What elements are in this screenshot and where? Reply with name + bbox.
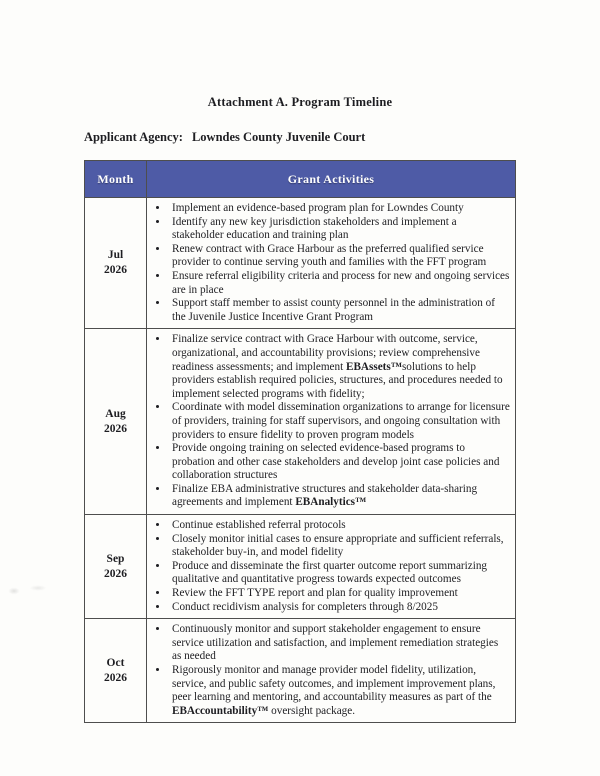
month-cell	[85, 515, 147, 619]
activities-cell	[147, 619, 516, 723]
activities-cell	[147, 198, 516, 329]
activity-list	[147, 202, 510, 324]
activity-item: • Closely monitor initial cases to ensure appropriate and sufficient referrals, stakeholder buy-in, and model fidelity	[169, 533, 510, 560]
year-label: 2026	[104, 422, 127, 435]
column-header-month: Month	[85, 161, 147, 198]
applicant-agency-label: Applicant Agency:	[84, 130, 183, 144]
activity-item: • Ensure referral eligibility criteria and process for new and ongoing services are in place	[169, 270, 510, 297]
activity-item: • Finalize service contract with Grace Harbour with outcome, service, organizational, and accountability provisions; review comprehensive readiness assessments; and implement EBAssets™solutions to help providers establish required policies, structures, and procedures needed to implement selected programs with fidelity;	[169, 333, 510, 401]
scan-artifact	[4, 582, 52, 598]
table-header-row	[85, 161, 516, 198]
activity-item: • Provide ongoing training on selected evidence-based programs to probation and other case stakeholders and develop joint case policies and collaboration structures	[169, 442, 510, 483]
month-label: Jul	[107, 249, 124, 262]
activities-cell	[147, 515, 516, 619]
activity-item: • Conduct recidivism analysis for completers through 8/2025	[169, 601, 510, 615]
timeline-row-oct	[85, 619, 516, 723]
activity-item: • Support staff member to assist county personnel in the administration of the Juvenile Justice Incentive Grant Program	[169, 297, 510, 324]
month-label: Sep	[106, 552, 125, 565]
page-title: Attachment A. Program Timeline	[207, 95, 393, 109]
month-label: Oct	[106, 656, 125, 669]
activity-item: • Produce and disseminate the first quarter outcome report summarizing qualitative and quantitative progress towards expected outcomes	[169, 560, 510, 587]
activity-list	[147, 333, 510, 510]
activity-list	[147, 519, 510, 614]
applicant-agency-line	[84, 130, 365, 145]
month-cell	[85, 619, 147, 723]
timeline-row-jul	[85, 198, 516, 329]
activity-item: • Review the FFT TYPE report and plan for quality improvement	[169, 587, 510, 601]
applicant-agency-value: Lowndes County Juvenile Court	[191, 130, 366, 144]
year-label: 2026	[104, 671, 127, 684]
activity-item: • Identify any new key jurisdiction stakeholders and implement a stakeholder education and training plan	[169, 216, 510, 243]
timeline-row-sep	[85, 515, 516, 619]
column-header-activities: Grant Activities	[147, 161, 516, 198]
month-label: Aug	[105, 407, 126, 420]
year-label: 2026	[104, 264, 127, 277]
month-cell	[85, 198, 147, 329]
activity-item: • Continue established referral protocols	[169, 519, 510, 533]
timeline-row-aug	[85, 329, 516, 515]
activity-item: • Continuously monitor and support stakeholder engagement to ensure service utilization and satisfaction, and implement remediation strategies as needed	[169, 623, 510, 664]
activity-item: • Renew contract with Grace Harbour as the preferred qualified service provider to continue serving youth and families with the FFT program	[169, 243, 510, 270]
timeline-table	[84, 160, 516, 723]
month-cell	[85, 329, 147, 515]
activity-item: • Implement an evidence-based program plan for Lowndes County	[169, 202, 510, 216]
activity-item: • Rigorously monitor and manage provider model fidelity, utilization, service, and public safety outcomes, and implement improvement plans, peer learning and mentoring, and accountability measures as part of the EBAccountability™ oversight package.	[169, 664, 510, 718]
activities-cell	[147, 329, 516, 515]
activity-item: • Coordinate with model dissemination organizations to arrange for licensure of providers, training for staff supervisors, and ongoing consultation with providers to ensure fidelity to proven program models	[169, 401, 510, 442]
year-label: 2026	[104, 567, 127, 580]
timeline-rows	[85, 198, 516, 723]
activity-item: • Finalize EBA administrative structures and stakeholder data-sharing agreements and implement EBAnalytics™	[169, 483, 510, 510]
activity-list	[147, 623, 510, 718]
